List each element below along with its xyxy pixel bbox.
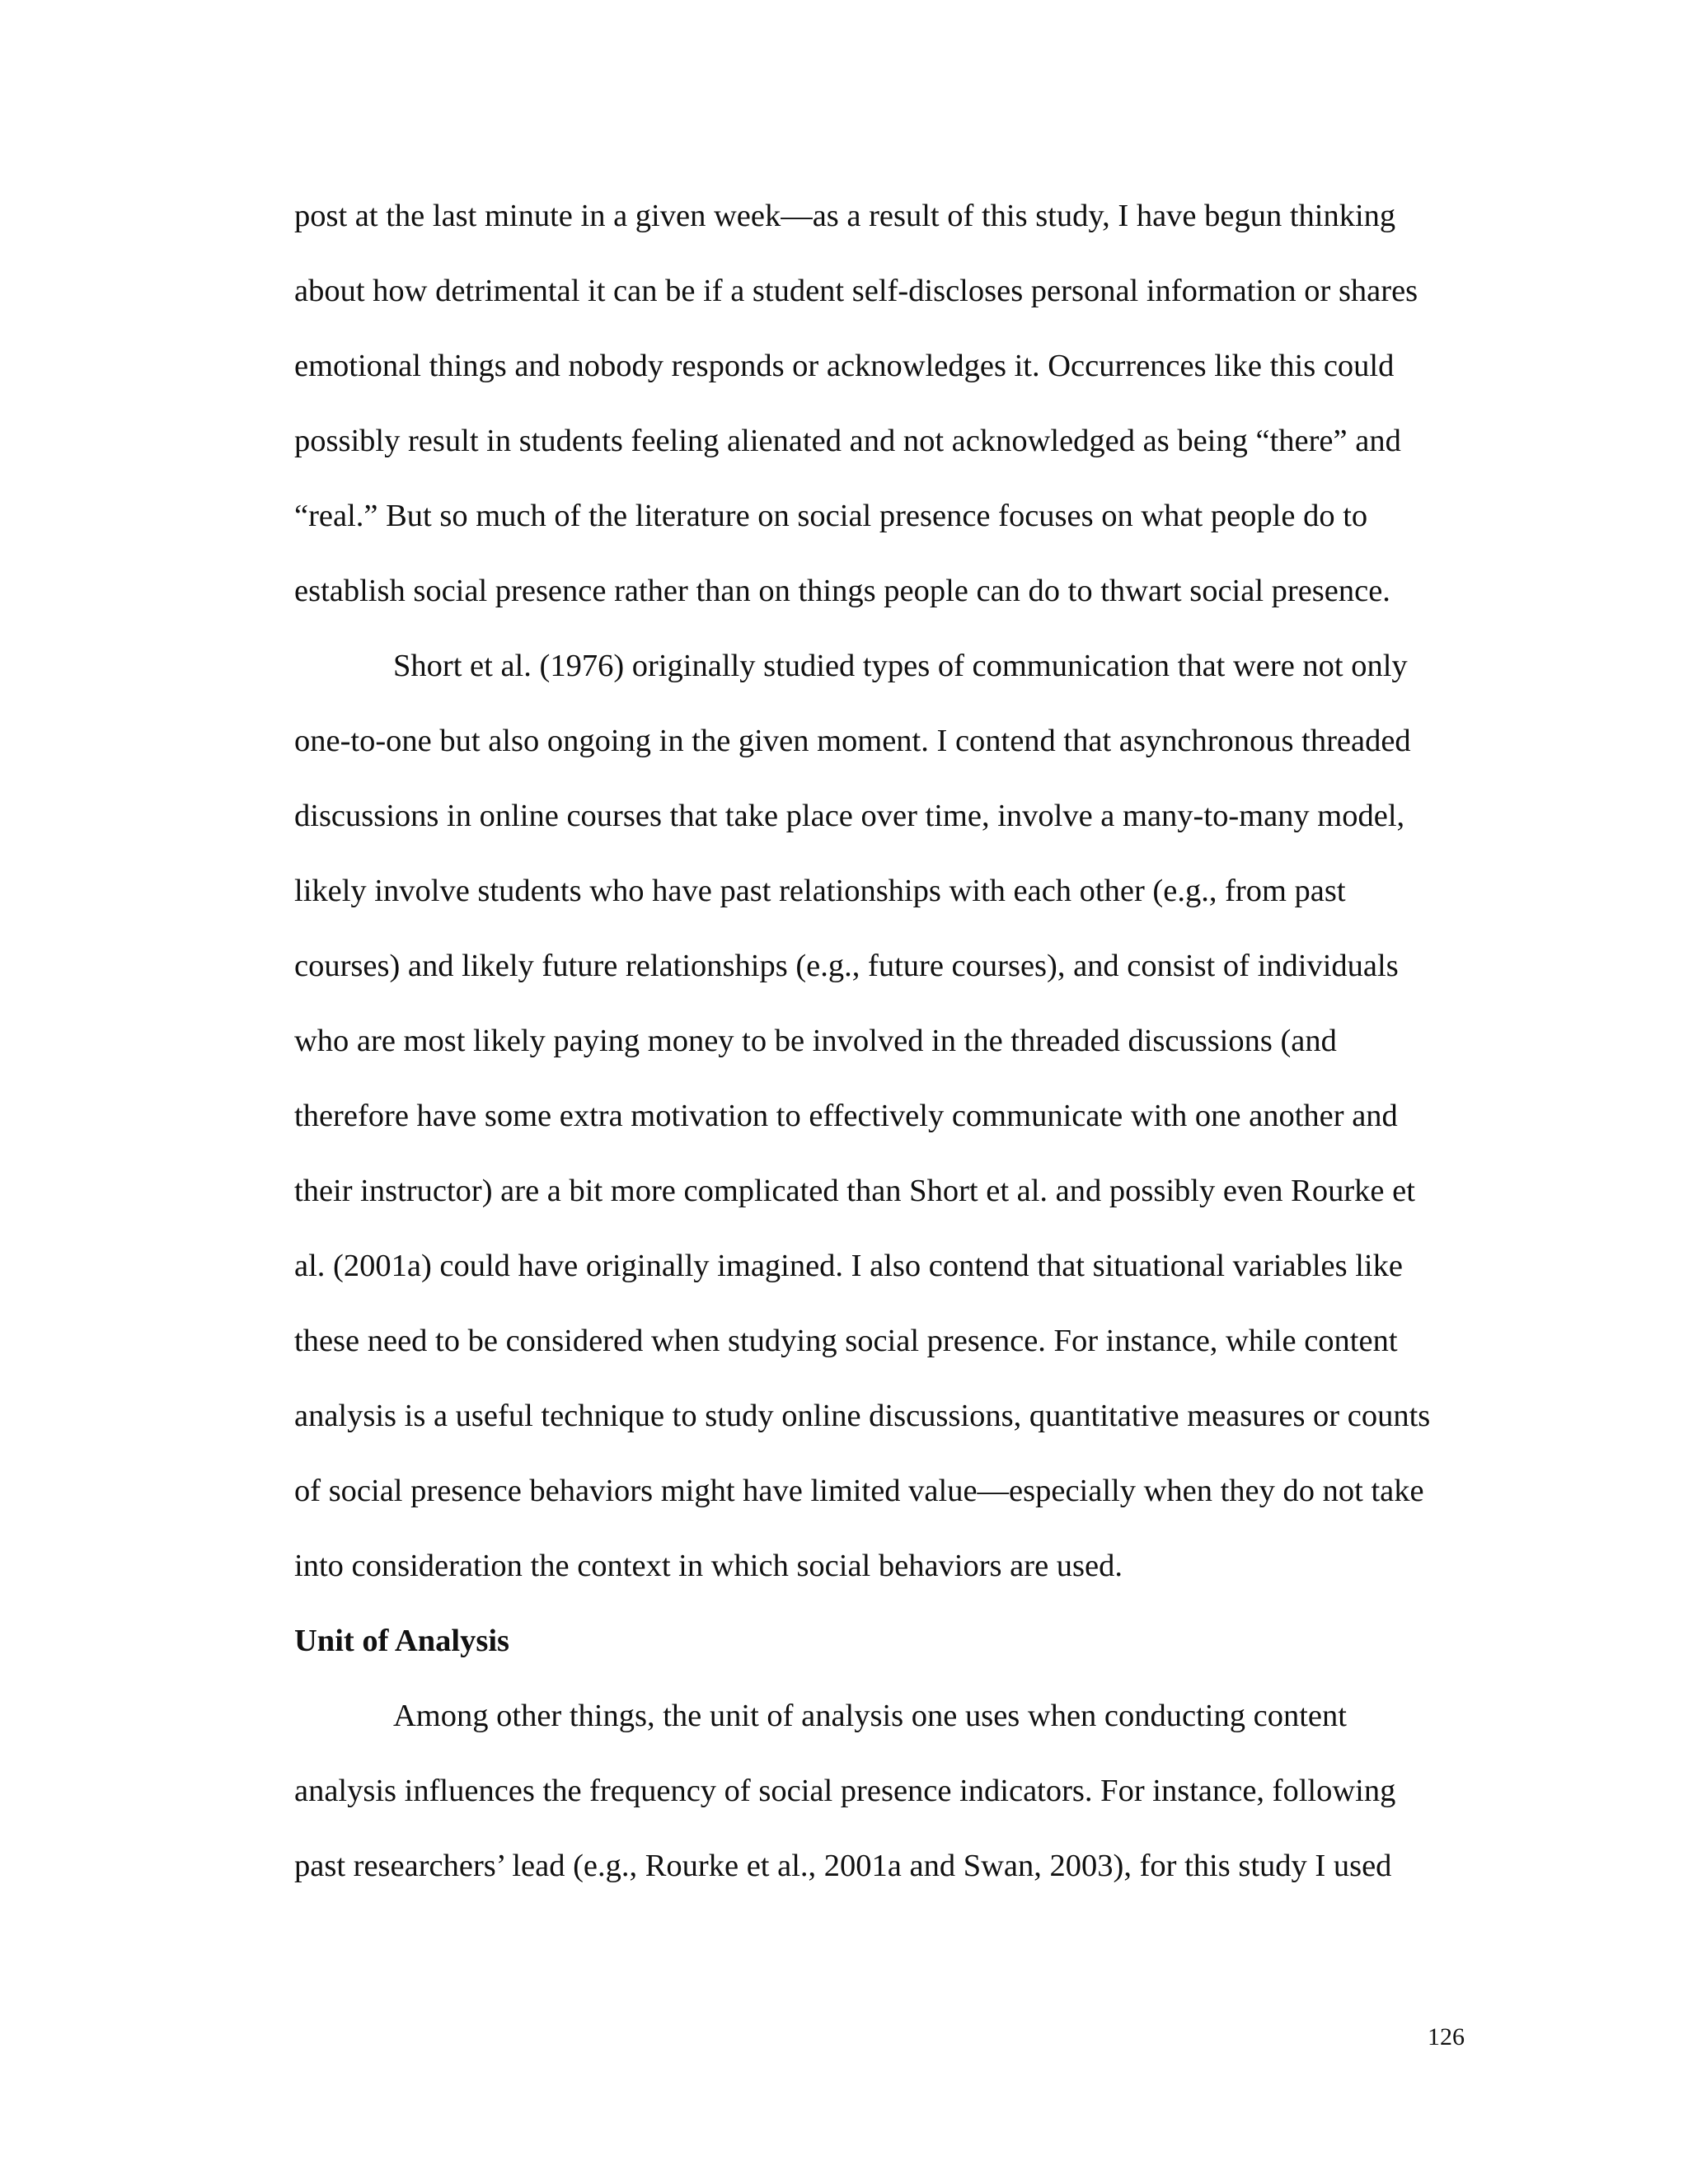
paragraph-2-line-5: courses) and likely future relationships (e.g., future courses), and consist of individuals	[294, 949, 1399, 983]
paragraph-3-line-2: analysis influences the frequency of social presence indicators. For instance, following	[294, 1774, 1396, 1808]
paragraph-2-line-7: therefore have some extra motivation to effectively communicate with one another and	[294, 1099, 1398, 1133]
paragraph-1-line-4: possibly result in students feeling alienated and not acknowledged as being “there” and	[294, 424, 1401, 458]
paragraph-2-line-9: al. (2001a) could have originally imagined. I also contend that situational variables like	[294, 1249, 1403, 1283]
paragraph-2-line-11: analysis is a useful technique to study online discussions, quantitative measures or counts	[294, 1399, 1431, 1433]
paragraph-3-line-1: Among other things, the unit of analysis one uses when conducting content	[393, 1699, 1347, 1733]
paragraph-2-line-6: who are most likely paying money to be involved in the threaded discussions (and	[294, 1024, 1337, 1058]
paragraph-2-line-13: into consideration the context in which social behaviors are used.	[294, 1549, 1123, 1583]
paragraph-2-line-2: one-to-one but also ongoing in the given moment. I contend that asynchronous threaded	[294, 724, 1411, 758]
paragraph-2-line-4: likely involve students who have past relationships with each other (e.g., from past	[294, 874, 1346, 908]
paragraph-1-line-1: post at the last minute in a given week—as a result of this study, I have begun thinking	[294, 199, 1396, 233]
paragraph-3-line-3: past researchers’ lead (e.g., Rourke et al., 2001a and Swan, 2003), for this study I used	[294, 1849, 1392, 1883]
section-heading: Unit of Analysis	[294, 1624, 510, 1658]
paragraph-2-line-12: of social presence behaviors might have limited value—especially when they do not take	[294, 1474, 1424, 1508]
paragraph-2-line-8: their instructor) are a bit more complicated than Short et al. and possibly even Rourke et	[294, 1174, 1415, 1208]
paragraph-1-line-3: emotional things and nobody responds or acknowledges it. Occurrences like this could	[294, 349, 1395, 383]
paragraph-1-line-5: “real.” But so much of the literature on social presence focuses on what people do to	[294, 499, 1368, 533]
paragraph-1-line-6: establish social presence rather than on things people can do to thwart social presence.	[294, 574, 1390, 608]
page-number: 126	[1428, 2023, 1465, 2050]
paragraph-2-line-1: Short et al. (1976) originally studied types of communication that were not only	[393, 649, 1408, 683]
paragraph-1-line-2: about how detrimental it can be if a student self-discloses personal information or shares	[294, 274, 1418, 308]
paragraph-2-line-10: these need to be considered when studying social presence. For instance, while content	[294, 1324, 1398, 1358]
paragraph-2-line-3: discussions in online courses that take place over time, involve a many-to-many model,	[294, 799, 1405, 833]
